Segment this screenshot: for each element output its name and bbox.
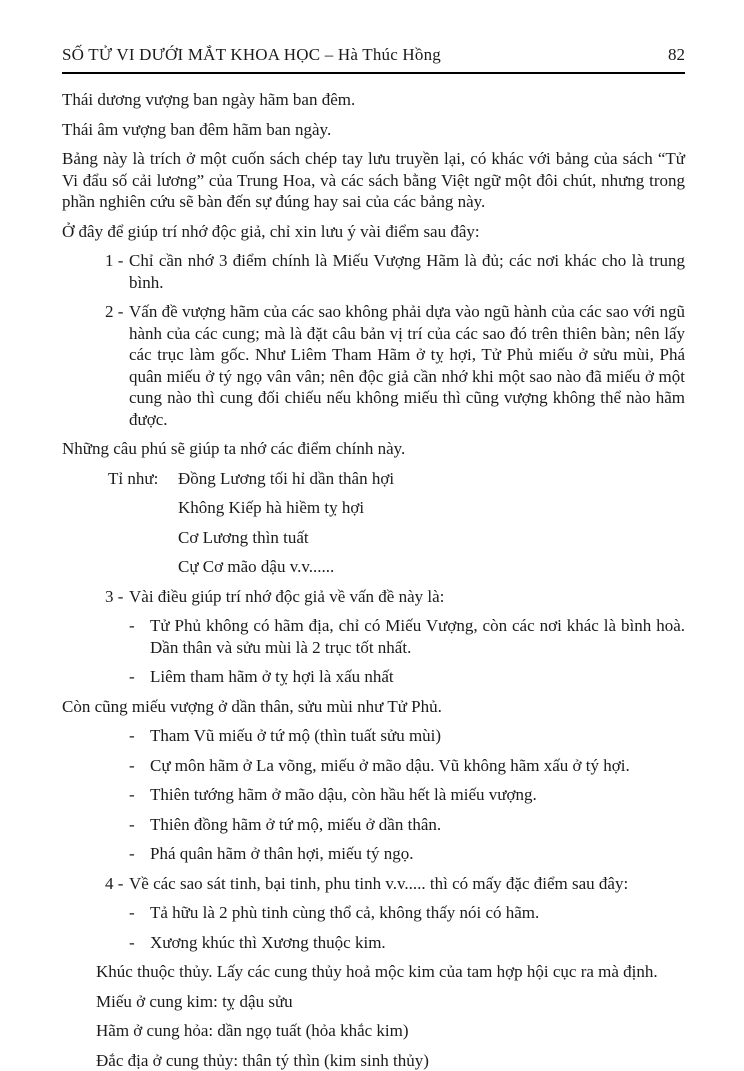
text-content: Về các sao sát tinh, bại tinh, phu tinh v.v..... thì có mấy đặc điểm sau đây: xyxy=(129,873,685,895)
numbered-item-2 xyxy=(105,301,685,430)
item-label: 4 - xyxy=(105,873,129,895)
bullet-dash: - xyxy=(129,932,150,954)
text-content: Tham Vũ miếu ở tứ mộ (thìn tuất sửu mùi) xyxy=(150,725,685,747)
paragraph xyxy=(96,1020,685,1042)
bullet-item xyxy=(129,725,685,747)
numbered-item-3 xyxy=(105,586,685,608)
verse-intro xyxy=(108,468,685,490)
text-content: Bảng này là trích ở một cuốn sách chép tay lưu truyền lại, có khác với bảng của sách “Tử Vi đẩu số cải lương” của Trung Hoa, và các sách bằng Việt ngữ một đôi chút, nhưng trong phần nghiên cứu sẽ bàn đến sự đúng hay sai của các bảng này. xyxy=(62,148,685,213)
bullet-item xyxy=(129,784,685,806)
numbered-item-4 xyxy=(105,873,685,895)
text-content: Thiên đồng hãm ở tứ mộ, miếu ở dần thân. xyxy=(150,814,685,836)
bullet-dash: - xyxy=(129,902,150,924)
bullet-dash: - xyxy=(129,843,150,865)
item-label: 3 - xyxy=(105,586,129,608)
text-content: Tử Phủ không có hãm địa, chỉ có Miếu Vượng, còn các nơi khác là bình hoà. Dần thân và sửu mùi là 2 trục tốt nhất. xyxy=(150,615,685,658)
text-content: Cự môn hãm ở La võng, miếu ở mão dậu. Vũ không hãm xấu ở tý hợi. xyxy=(150,755,685,777)
bullet-dash: - xyxy=(129,666,150,688)
text-content: Thiên tướng hãm ở mão dậu, còn hầu hết là miếu vượng. xyxy=(150,784,685,806)
text-content: Tả hữu là 2 phù tinh cùng thổ cả, không thấy nói có hãm. xyxy=(150,902,685,924)
paragraph xyxy=(62,221,685,243)
bullet-dash: - xyxy=(129,615,150,658)
verse-line xyxy=(178,556,685,578)
paragraph xyxy=(62,696,685,718)
bullet-item xyxy=(129,843,685,865)
text-content: Liêm tham hãm ở tỵ hợi là xấu nhất xyxy=(150,666,685,688)
bullet-item xyxy=(129,932,685,954)
text-content: Vài điều giúp trí nhớ độc giả về vấn đề này là: xyxy=(129,586,685,608)
bullet-item xyxy=(129,902,685,924)
numbered-item-1 xyxy=(105,250,685,293)
verse-line xyxy=(178,527,685,549)
text-content: Những câu phú sẽ giúp ta nhớ các điểm chính này. xyxy=(62,438,685,460)
page-title: SỐ TỬ VI DƯỚI MẮT KHOA HỌC – Hà Thúc Hồng xyxy=(62,45,441,65)
text-content: Đắc địa ở cung thủy: thân tý thìn (kim sinh thủy) xyxy=(96,1050,685,1071)
paragraph xyxy=(96,991,685,1013)
bullet-dash: - xyxy=(129,784,150,806)
text-content: Ở đây để giúp trí nhớ độc giả, chỉ xin lưu ý vài điểm sau đây: xyxy=(62,221,685,243)
item-label: 1 - xyxy=(105,250,129,293)
item-label: 2 - xyxy=(105,301,129,430)
text-content: Còn cũng miếu vượng ở dần thân, sửu mùi như Tử Phủ. xyxy=(62,696,685,718)
paragraph xyxy=(62,89,685,111)
text-content: Chỉ cần nhớ 3 điểm chính là Miếu Vượng Hãm là đủ; các nơi khác cho là trung bình. xyxy=(129,250,685,293)
verse-line xyxy=(178,497,685,519)
text-content: Vấn đề vượng hãm của các sao không phải dựa vào ngũ hành của các sao với ngũ hành của các cung; mà là đặt câu bản vị trí của các sao đó trên thiên bàn; nên lấy các trục làm gốc. Như Liêm Tham Hãm ở tỵ hợi, Tử Phủ miếu ở sửu mùi, Phá quân miếu ở tý ngọ vân vân; nên độc giả cần nhớ khi một sao nào đã miếu ở một cung nào thì cung đối chiếu nếu không miếu thì cũng vượng không thể nào hãm được. xyxy=(129,301,685,430)
text-content: Không Kiếp hà hiềm tỵ hợi xyxy=(178,497,685,519)
text-content: Hãm ở cung hỏa: dần ngọ tuất (hỏa khắc kim) xyxy=(96,1020,685,1042)
text-content: Thái dương vượng ban ngày hãm ban đêm. xyxy=(62,89,685,111)
text-content: Xương khúc thì Xương thuộc kim. xyxy=(150,932,685,954)
bullet-item xyxy=(129,814,685,836)
page-number: 82 xyxy=(668,45,685,65)
bullet-item xyxy=(129,666,685,688)
text-content: Đồng Lương tối hỉ dần thân hợi xyxy=(178,468,685,490)
text-content: Thái âm vượng ban đêm hãm ban ngày. xyxy=(62,119,685,141)
bullet-item xyxy=(129,755,685,777)
text-content: Cơ Lương thìn tuất xyxy=(178,527,685,549)
bullet-dash: - xyxy=(129,814,150,836)
page-body xyxy=(62,89,685,1071)
text-content: Phá quân hãm ở thân hợi, miếu tý ngọ. xyxy=(150,843,685,865)
item-label: Tỉ như: xyxy=(108,468,178,490)
paragraph xyxy=(62,119,685,141)
paragraph xyxy=(96,961,685,983)
page-header xyxy=(62,45,685,74)
bullet-dash: - xyxy=(129,725,150,747)
bullet-dash: - xyxy=(129,755,150,777)
paragraph xyxy=(62,438,685,460)
text-content: Khúc thuộc thủy. Lấy các cung thủy hoả mộc kim của tam hợp hội cục ra mà định. xyxy=(96,961,685,983)
paragraph xyxy=(62,148,685,213)
text-content: Cự Cơ mão dậu v.v...... xyxy=(178,556,685,578)
text-content: Miếu ở cung kim: tỵ dậu sửu xyxy=(96,991,685,1013)
bullet-item xyxy=(129,615,685,658)
